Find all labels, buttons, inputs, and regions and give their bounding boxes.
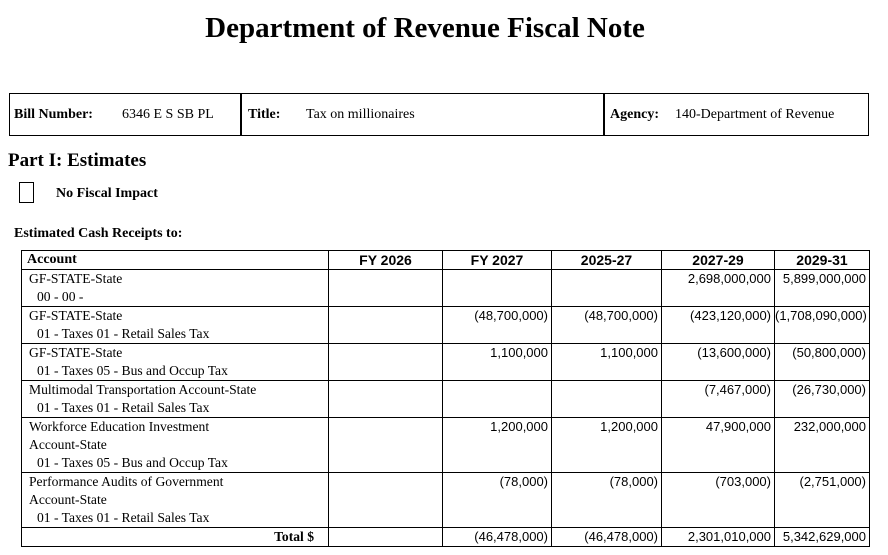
account-cell <box>22 270 329 307</box>
account-code: 01 - Taxes 01 - Retail Sales Tax <box>37 510 210 525</box>
value-cell: (26,730,000) <box>775 381 870 418</box>
value-cell: (7,467,000) <box>662 381 775 418</box>
total-value: (46,478,000) <box>552 528 662 547</box>
account-name: Multimodal Transportation Account-State <box>29 382 257 397</box>
value-cell <box>329 473 443 528</box>
title-label: Title: <box>248 106 281 122</box>
column-header: 2025-27 <box>552 251 662 270</box>
value-cell: (423,120,000) <box>662 307 775 344</box>
column-header: 2027-29 <box>662 251 775 270</box>
value-cell: (2,751,000) <box>775 473 870 528</box>
total-value: (46,478,000) <box>443 528 552 547</box>
total-label: Total $ <box>22 528 329 547</box>
account-code: 01 - Taxes 01 - Retail Sales Tax <box>37 400 210 415</box>
agency-label: Agency: <box>610 106 659 122</box>
value-cell: (50,800,000) <box>775 344 870 381</box>
agency-value: 140-Department of Revenue <box>675 106 835 122</box>
bill-number-value: 6346 E S SB PL <box>122 106 214 122</box>
account-name: GF-STATE-State <box>29 345 123 360</box>
value-cell: 5,899,000,000 <box>775 270 870 307</box>
total-value: 5,342,629,000 <box>775 528 870 547</box>
account-code: 01 - Taxes 05 - Bus and Occup Tax <box>37 455 228 470</box>
value-cell: 2,698,000,000 <box>662 270 775 307</box>
account-cell <box>22 307 329 344</box>
account-cell <box>22 381 329 418</box>
value-cell <box>443 381 552 418</box>
divider <box>240 94 242 135</box>
value-cell: (1,708,090,000) <box>775 307 870 344</box>
estimated-receipts-label: Estimated Cash Receipts to: <box>14 226 183 241</box>
value-cell: (78,000) <box>552 473 662 528</box>
table-row <box>22 473 870 528</box>
table-row <box>22 270 870 307</box>
no-fiscal-impact-checkbox[interactable] <box>19 182 34 203</box>
table-row <box>22 344 870 381</box>
column-header: 2029-31 <box>775 251 870 270</box>
value-cell: 1,200,000 <box>443 418 552 473</box>
total-value <box>329 528 443 547</box>
value-cell: (13,600,000) <box>662 344 775 381</box>
table-header-row <box>22 251 870 270</box>
value-cell <box>329 418 443 473</box>
total-row <box>22 528 870 547</box>
part-heading: Part I: Estimates <box>8 150 147 171</box>
page-title: Department of Revenue Fiscal Note <box>205 12 645 44</box>
value-cell <box>329 307 443 344</box>
value-cell: 47,900,000 <box>662 418 775 473</box>
value-cell: (48,700,000) <box>443 307 552 344</box>
value-cell: 232,000,000 <box>775 418 870 473</box>
account-code: 00 - 00 - <box>37 289 84 304</box>
value-cell <box>329 344 443 381</box>
value-cell: (48,700,000) <box>552 307 662 344</box>
account-code: 01 - Taxes 01 - Retail Sales Tax <box>37 326 210 341</box>
estimates-table <box>21 250 870 547</box>
value-cell: 1,100,000 <box>552 344 662 381</box>
value-cell <box>329 381 443 418</box>
column-header: Account <box>22 251 329 270</box>
total-value: 2,301,010,000 <box>662 528 775 547</box>
table-row <box>22 418 870 473</box>
value-cell <box>443 270 552 307</box>
title-value: Tax on millionaires <box>306 106 415 122</box>
account-code: 01 - Taxes 05 - Bus and Occup Tax <box>37 363 228 378</box>
column-header: FY 2026 <box>329 251 443 270</box>
value-cell: 1,200,000 <box>552 418 662 473</box>
value-cell: (78,000) <box>443 473 552 528</box>
account-name-cont: Account-State <box>29 437 107 452</box>
value-cell <box>552 270 662 307</box>
value-cell <box>329 270 443 307</box>
column-header: FY 2027 <box>443 251 552 270</box>
account-name: GF-STATE-State <box>29 308 123 323</box>
no-fiscal-impact-label: No Fiscal Impact <box>56 186 158 201</box>
value-cell: (703,000) <box>662 473 775 528</box>
account-name: GF-STATE-State <box>29 271 123 286</box>
account-cell <box>22 473 329 528</box>
account-cell <box>22 344 329 381</box>
account-name: Workforce Education Investment <box>29 419 210 434</box>
bill-number-label: Bill Number: <box>14 106 93 122</box>
table-row <box>22 307 870 344</box>
account-cell <box>22 418 329 473</box>
account-name: Performance Audits of Government <box>29 474 224 489</box>
account-name-cont: Account-State <box>29 492 107 507</box>
value-cell: 1,100,000 <box>443 344 552 381</box>
bill-info-box <box>9 93 869 136</box>
divider <box>603 94 605 135</box>
table-row <box>22 381 870 418</box>
value-cell <box>552 381 662 418</box>
